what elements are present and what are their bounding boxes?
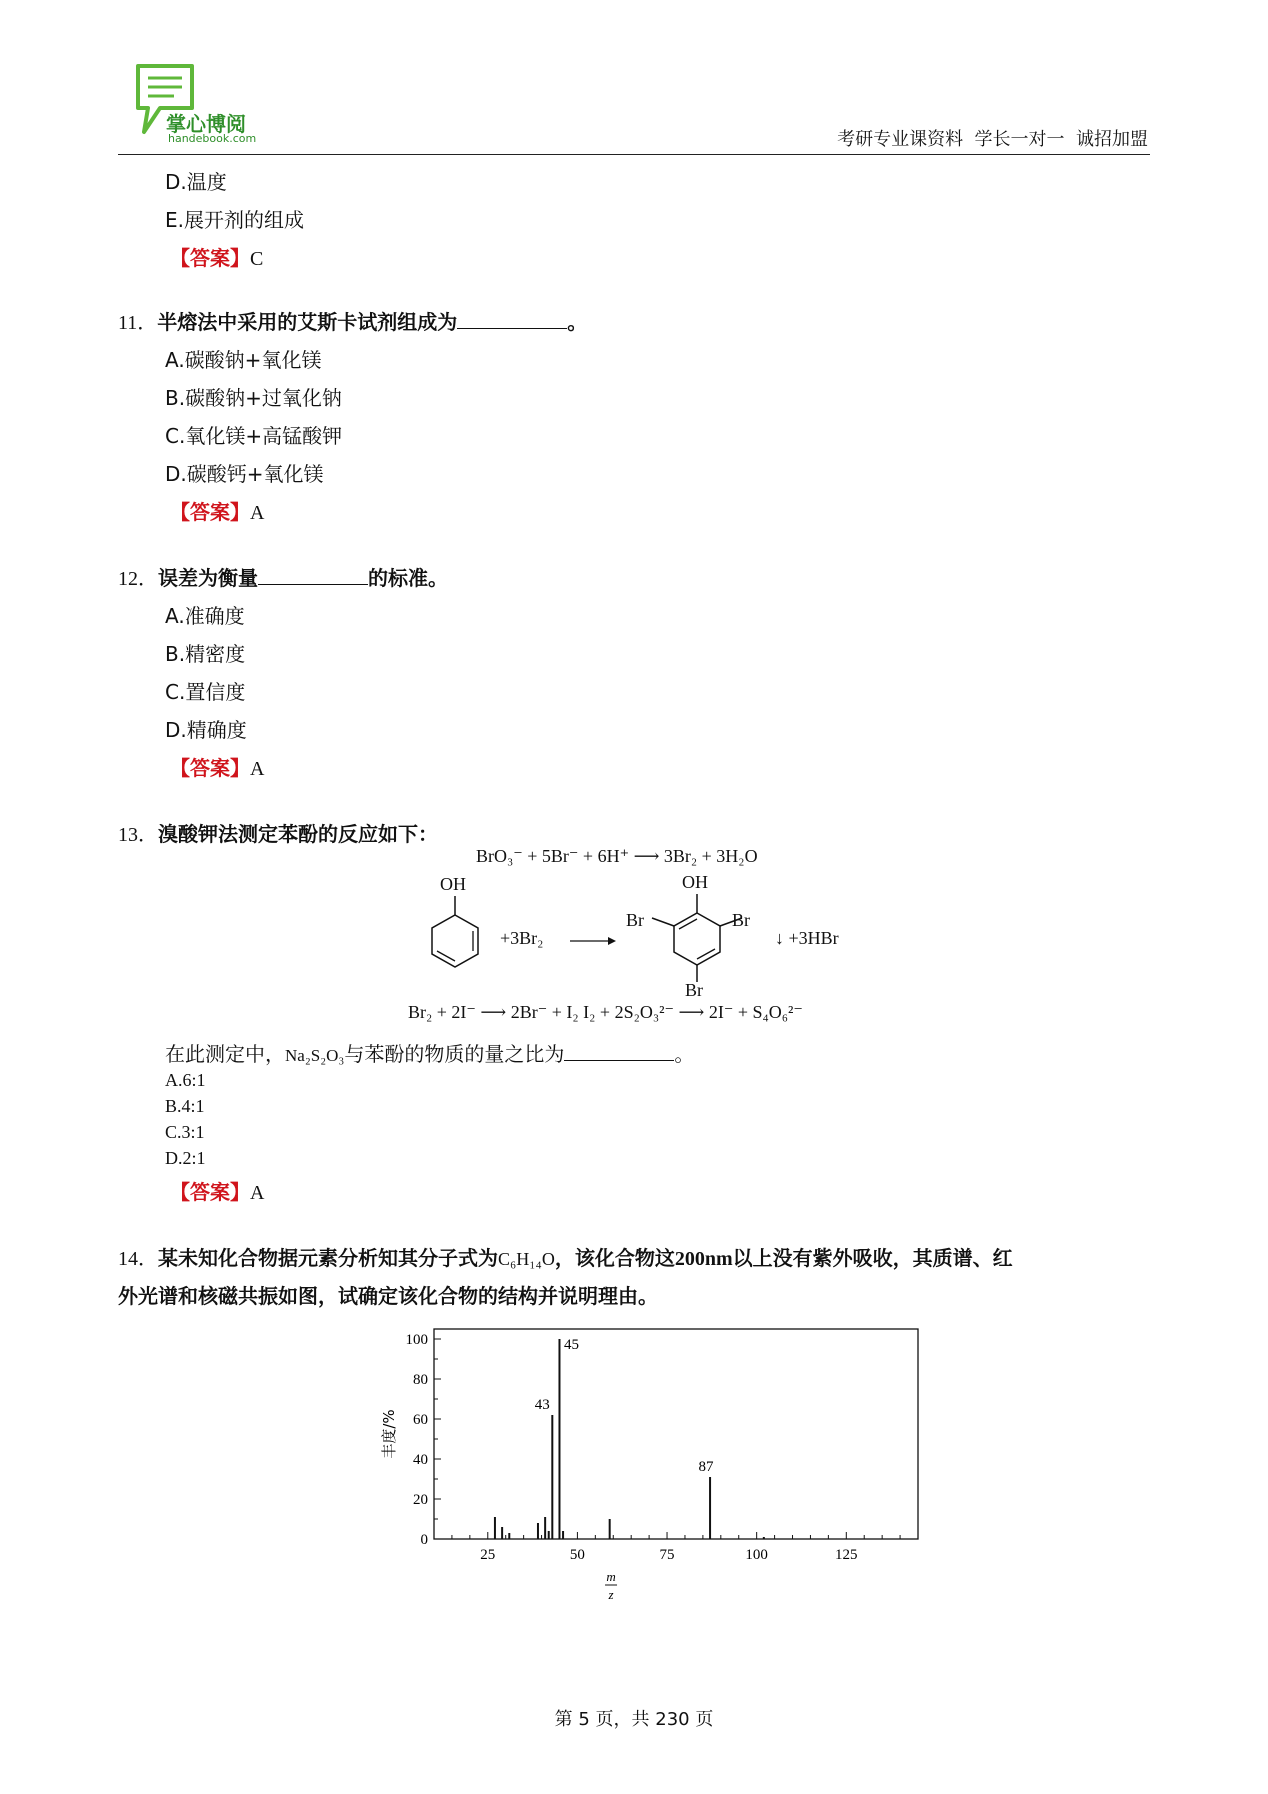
answer-value: A — [250, 502, 265, 524]
q12-option-b: B.精密度 — [165, 642, 246, 666]
x-tick-label: 75 — [659, 1547, 675, 1563]
answer-tag: 【答案】 — [170, 1180, 250, 1204]
q11-answer — [170, 496, 264, 525]
q10-option-d: D.温度 — [165, 170, 227, 194]
y-axis-label: 丰度/% — [380, 1409, 398, 1459]
question-text-mid: 与苯酚的物质的量之比为 — [344, 1042, 565, 1066]
plus-3br2: +3Br₂ — [500, 928, 544, 948]
answer-tag: 【答案】 — [170, 246, 250, 270]
answer-tag: 【答案】 — [170, 756, 250, 780]
product-oh-label: OH — [682, 872, 708, 892]
q13-answer — [170, 1176, 264, 1205]
x-tick-label: 50 — [569, 1547, 585, 1563]
equation-3: Br₂ + 2I⁻ ⟶ 2Br⁻ + I₂ I₂ + 2S₂O₃²⁻ ⟶ 2I⁻ + S₄O₆²⁻ — [408, 1002, 803, 1022]
y-tick-label: 40 — [413, 1452, 428, 1468]
y-tick-label: 60 — [413, 1412, 428, 1428]
question-text-end: 。 — [674, 1042, 695, 1066]
q11-option-c: C.氧化镁+高锰酸钾 — [165, 424, 343, 448]
answer-value: A — [250, 758, 265, 780]
q11-option-a: A.碳酸钠+氧化镁 — [165, 348, 322, 372]
sodium-thiosulfate-formula: Na₂S₂O₃ — [285, 1046, 345, 1065]
y-tick-label: 100 — [405, 1332, 428, 1348]
question-text-c: 以上没有紫外吸收，其质谱、红 — [732, 1246, 1013, 1270]
x-tick-label: 125 — [835, 1547, 858, 1563]
br-bottom-label: Br — [685, 980, 703, 1000]
peak-label: 87 — [698, 1459, 714, 1475]
tribromophenol-structure — [652, 894, 742, 982]
q10-answer — [170, 242, 263, 271]
precipitate-and-hbr: ↓ +3HBr — [775, 928, 839, 948]
q13-stem — [118, 818, 438, 847]
logo-text: 掌心博阅 — [166, 112, 246, 136]
header-logo — [130, 60, 280, 145]
q14-stem-line2: 外光谱和核磁共振如图，试确定该化合物的结构并说明理由。 — [118, 1284, 658, 1308]
question-text: 误差为衡量 — [158, 566, 258, 590]
q13-option-b: B.4:1 — [165, 1096, 205, 1116]
y-tick-label: 0 — [420, 1532, 428, 1548]
wavelength-value: 200nm — [674, 1248, 733, 1270]
question-text-end: 。 — [567, 310, 588, 334]
question-text-end: 的标准。 — [368, 566, 448, 590]
question-number: 11． — [118, 312, 158, 334]
page-footer: 第 5 页，共 230 页 — [554, 1709, 714, 1730]
answer-blank — [258, 570, 368, 585]
br-right-label: Br — [732, 910, 750, 930]
answer-value: A — [250, 1182, 265, 1204]
question-number: 14． — [118, 1248, 158, 1270]
q10-option-e: E.展开剂的组成 — [165, 208, 304, 232]
q13-question — [165, 1038, 694, 1067]
q12-option-c: C.置信度 — [165, 680, 246, 704]
q12-option-d: D.精确度 — [165, 718, 247, 742]
answer-value: C — [250, 248, 264, 270]
answer-blank — [564, 1046, 674, 1061]
q14-stem-line1 — [118, 1242, 1013, 1271]
q11-option-d: D.碳酸钙+氧化镁 — [165, 462, 324, 486]
q11-stem — [118, 306, 587, 335]
q12-stem — [118, 562, 448, 591]
peak-label: 43 — [534, 1397, 550, 1413]
q13-option-c: C.3:1 — [165, 1122, 205, 1142]
question-number: 12． — [118, 568, 158, 590]
x-tick-label: 100 — [745, 1547, 768, 1563]
question-text: 溴酸钾法测定苯酚的反应如下： — [158, 822, 438, 846]
br-left-label: Br — [626, 910, 644, 930]
y-tick-label: 80 — [413, 1372, 428, 1388]
mass-spectrum-chart — [360, 1315, 920, 1605]
x-axis-label-numerator: m — [606, 1569, 616, 1584]
question-number: 13． — [118, 824, 158, 846]
phenol-structure — [432, 896, 478, 967]
q13-option-d: D.2:1 — [165, 1148, 206, 1168]
q13-option-a: A.6:1 — [165, 1070, 206, 1090]
equation-1: BrO₃⁻ + 5Br⁻ + 6H⁺ ⟶ 3Br₂ + 3H₂O — [476, 846, 758, 866]
y-tick-label: 20 — [413, 1492, 428, 1508]
question-text: 半熔法中采用的艾斯卡试剂组成为 — [157, 310, 458, 334]
q12-answer — [170, 752, 264, 781]
question-text: 在此测定中， — [165, 1042, 285, 1066]
question-text: 某未知化合物据元素分析知其分子式为 — [158, 1246, 498, 1270]
q11-option-b: B.碳酸钠+过氧化钠 — [165, 386, 342, 410]
x-tick-label: 25 — [480, 1547, 496, 1563]
question-text-b: ，该化合物这 — [554, 1246, 675, 1270]
x-axis-label-denominator: z — [608, 1587, 614, 1602]
plot-frame — [434, 1329, 918, 1539]
logo-url: handebook.com — [168, 132, 257, 145]
molecular-formula: C₆H₁₄O — [498, 1249, 555, 1269]
answer-tag: 【答案】 — [170, 500, 250, 524]
answer-blank — [457, 314, 567, 329]
q12-option-a: A.准确度 — [165, 604, 245, 628]
header-rule — [118, 154, 1150, 155]
header-tagline: 考研专业课资料 学长一对一 诚招加盟 — [837, 129, 1148, 150]
phenol-oh-label: OH — [440, 874, 466, 894]
peak-label: 45 — [563, 1337, 579, 1353]
